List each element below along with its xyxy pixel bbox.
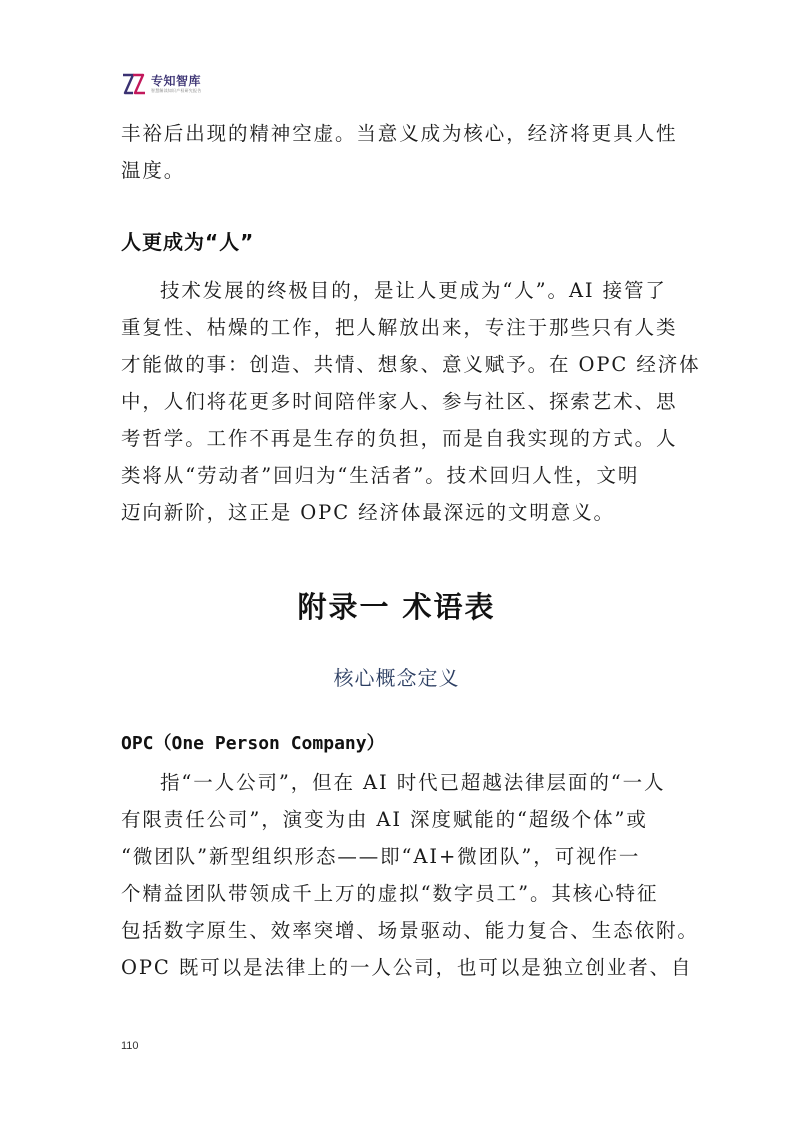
paragraph-line: 有限责任公司”，演变为由 AI 深度赋能的“超级个体”或	[121, 808, 648, 831]
appendix-subtitle: 核心概念定义	[333, 666, 460, 690]
paragraph-line: 丰裕后出现的精神空虚。当意义成为核心，经济将更具人性	[121, 122, 678, 145]
logo-name: 专知智库	[151, 74, 202, 88]
paragraph-line: “微团队”新型组织形态——即“AI+微团队”，可视作一	[121, 845, 641, 868]
paragraph-line: 类将从“劳动者”回归为“生活者”。技术回归人性，文明	[121, 464, 640, 487]
paragraph-line: 指“一人公司”，但在 AI 时代已超越法律层面的“一人	[160, 771, 666, 794]
paragraph-line: 温度。	[121, 159, 186, 182]
page-number: 110	[121, 1040, 139, 1052]
paragraph-line: 重复性、枯燥的工作，把人解放出来，专注于那些只有人类	[121, 316, 678, 339]
section-heading: 人更成为“人”	[121, 230, 255, 254]
paragraph-1	[121, 115, 678, 189]
logo-tagline: 智慧解读知识产权研究报告	[151, 88, 202, 93]
paragraph-line: 包括数字原生、效率突增、场景驱动、能力复合、生态依附。	[121, 919, 699, 942]
appendix-title: 附录一 术语表	[297, 590, 496, 624]
paragraph-line: 中，人们将花更多时间陪伴家人、参与社区、探索艺术、思	[121, 390, 678, 413]
paragraph-line: 考哲学。工作不再是生存的负担，而是自我实现的方式。人	[121, 427, 678, 450]
zhuanzhi-logo-icon	[121, 72, 147, 96]
paragraph-2	[121, 272, 701, 531]
header-logo	[121, 71, 201, 97]
paragraph-3	[121, 764, 699, 986]
paragraph-line: 迈向新阶，这正是 OPC 经济体最深远的文明意义。	[121, 501, 615, 524]
paragraph-line: 技术发展的终极目的，是让人更成为“人”。AI 接管了	[160, 279, 667, 302]
paragraph-line: 个精益团队带领成千上万的虚拟“数字员工”。其核心特征	[121, 882, 659, 905]
paragraph-line: OPC 既可以是法律上的一人公司，也可以是独立创业者、自	[121, 956, 693, 979]
paragraph-line: 才能做的事：创造、共情、想象、意义赋予。在 OPC 经济体	[121, 353, 701, 376]
term-heading: OPC（One Person Company）	[121, 733, 385, 754]
